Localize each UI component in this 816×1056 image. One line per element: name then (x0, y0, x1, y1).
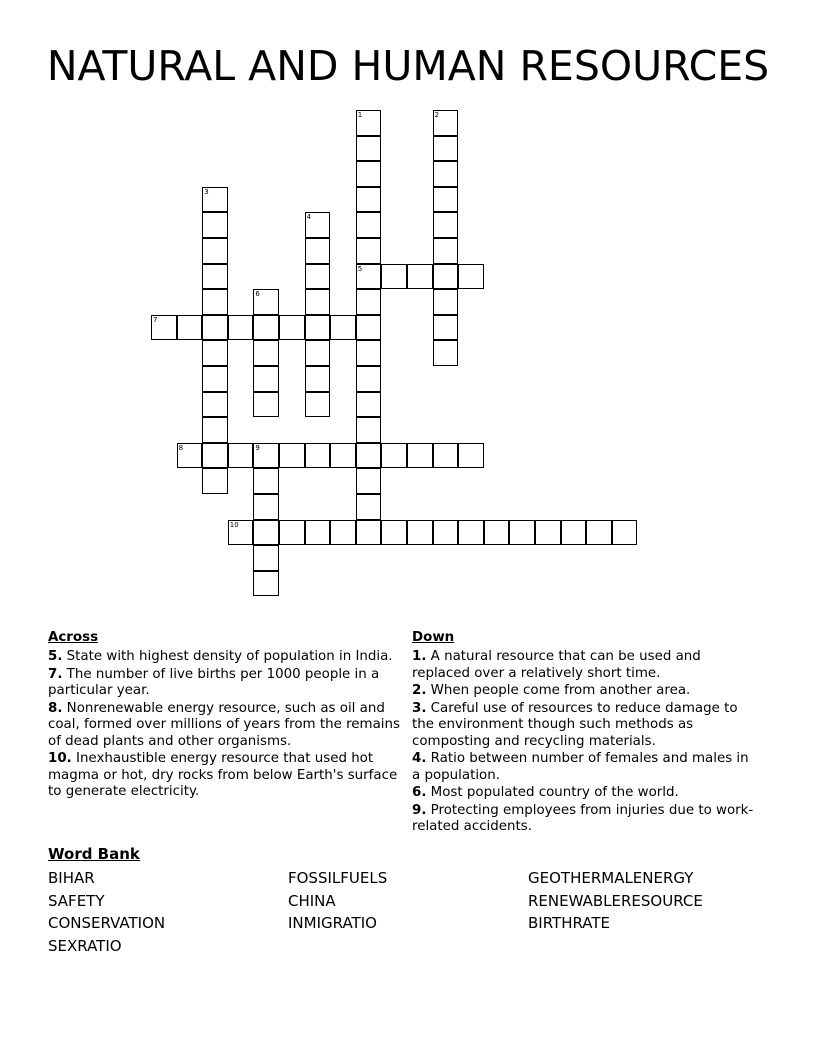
cell-number: 2 (434, 111, 440, 119)
crossword-cell[interactable] (202, 238, 228, 264)
crossword-cell[interactable] (202, 417, 228, 443)
crossword-cell[interactable] (381, 264, 407, 290)
clue-text: When people come from another area. (430, 683, 691, 698)
crossword-cell[interactable] (253, 468, 279, 494)
crossword-cell[interactable] (356, 264, 382, 290)
crossword-cell[interactable] (586, 520, 612, 546)
crossword-cell[interactable] (305, 443, 331, 469)
crossword-cell[interactable] (356, 161, 382, 187)
crossword-cell[interactable] (279, 443, 305, 469)
crossword-cell[interactable] (202, 212, 228, 238)
crossword-cell[interactable] (433, 315, 459, 341)
crossword-cell[interactable] (458, 443, 484, 469)
clue-number: 10. (48, 751, 72, 766)
crossword-cell[interactable] (202, 264, 228, 290)
crossword-cell[interactable] (381, 520, 407, 546)
crossword-cell[interactable] (407, 520, 433, 546)
word-bank-item: BIHAR (48, 869, 95, 887)
clue-text: Ratio between number of females and males in a population. (412, 751, 749, 783)
crossword-cell[interactable] (177, 315, 203, 341)
word-bank-item: RENEWABLERESOURCE (528, 892, 703, 910)
crossword-cell[interactable] (433, 238, 459, 264)
crossword-cell[interactable] (305, 264, 331, 290)
clue-text: Nonrenewable energy resource, such as oil and coal, formed over millions of years from the remains of dead plants and other organisms. (48, 700, 400, 749)
crossword-cell[interactable] (253, 443, 279, 469)
word-bank-item: INMIGRATIO (288, 914, 377, 932)
across-heading: Across (48, 630, 99, 645)
clue-text: The number of live births per 1000 people in a particular year. (48, 666, 380, 698)
clue-number: 1. (412, 649, 427, 664)
crossword-cell[interactable] (356, 468, 382, 494)
crossword-cell[interactable] (253, 571, 279, 597)
clue-text: Careful use of resources to reduce damage to the environment though such methods as composting and recycling materials. (412, 700, 738, 749)
crossword-cell[interactable] (253, 315, 279, 341)
crossword-cell[interactable] (433, 136, 459, 162)
crossword-cell[interactable] (305, 366, 331, 392)
crossword-cell[interactable] (433, 289, 459, 315)
crossword-cell[interactable] (202, 187, 228, 213)
word-bank-item: SAFETY (48, 892, 105, 910)
crossword-cell[interactable] (202, 289, 228, 315)
crossword-cell[interactable] (253, 494, 279, 520)
down-heading: Down (412, 630, 455, 645)
cell-number: 1 (357, 111, 363, 119)
word-bank-item: SEXRATIO (48, 937, 122, 955)
crossword-cell[interactable] (535, 520, 561, 546)
crossword-cell[interactable] (253, 520, 279, 546)
clue-number: 5. (48, 649, 63, 664)
crossword-cell[interactable] (356, 392, 382, 418)
crossword-cell[interactable] (484, 520, 510, 546)
crossword-cell[interactable] (177, 443, 203, 469)
crossword-cell[interactable] (305, 315, 331, 341)
word-bank-item: CONSERVATION (48, 914, 166, 932)
cell-number: 9 (255, 443, 260, 452)
cell-number: 8 (178, 443, 184, 452)
clue-number: 6. (412, 785, 427, 800)
crossword-cell[interactable] (356, 136, 382, 162)
crossword-cell[interactable] (356, 212, 382, 238)
crossword-cell[interactable] (561, 520, 587, 546)
crossword-cell[interactable] (202, 366, 228, 392)
crossword-cell[interactable] (253, 392, 279, 418)
crossword-cell[interactable] (356, 187, 382, 213)
across-clue-8 (48, 701, 406, 751)
crossword-cell[interactable] (279, 520, 305, 546)
clue-text: A natural resource that can be used and replaced over a relatively short time. (412, 649, 701, 681)
crossword-cell[interactable] (356, 494, 382, 520)
crossword-cell[interactable] (228, 520, 254, 546)
down-clue-9 (412, 803, 757, 836)
crossword-cell[interactable] (305, 392, 331, 418)
clue-number: 9. (412, 802, 427, 818)
crossword-cell[interactable] (381, 443, 407, 469)
crossword-cell[interactable] (279, 315, 305, 341)
crossword-cell[interactable] (330, 443, 356, 469)
crossword-cell[interactable] (356, 315, 382, 341)
crossword-cell[interactable] (433, 443, 459, 469)
clue-number: 3. (412, 700, 427, 716)
crossword-cell[interactable] (612, 520, 638, 546)
crossword-cell[interactable] (407, 443, 433, 469)
crossword-cell[interactable] (305, 289, 331, 315)
crossword-cell[interactable] (356, 443, 382, 469)
crossword-cell[interactable] (228, 443, 254, 469)
crossword-cell[interactable] (356, 110, 382, 136)
clue-text: Inexhaustible energy resource that used hot magma or hot, dry rocks from below Earth's surface to generate electricity. (48, 751, 398, 799)
crossword-cell[interactable] (305, 212, 331, 238)
crossword-cell[interactable] (356, 417, 382, 443)
cell-number: 5 (357, 264, 363, 273)
across-clue-10 (48, 751, 406, 801)
crossword-cell[interactable] (433, 520, 459, 546)
crossword-cell[interactable] (202, 468, 228, 494)
cell-number: 6 (255, 290, 260, 299)
cell-number: 4 (306, 213, 312, 222)
crossword-cell[interactable] (330, 520, 356, 546)
clue-text: Protecting employees from injuries due to work-related accidents. (412, 802, 754, 834)
crossword-cell[interactable] (433, 187, 459, 213)
crossword-cell[interactable] (356, 238, 382, 264)
crossword-cell[interactable] (253, 366, 279, 392)
cell-number: 7 (153, 315, 158, 324)
crossword-cell[interactable] (305, 520, 331, 546)
cell-number: 10 (229, 520, 239, 529)
down-clues (412, 629, 757, 837)
crossword-cell[interactable] (253, 340, 279, 366)
clue-text: State with highest density of population in India. (66, 649, 393, 664)
crossword-cell[interactable] (305, 238, 331, 264)
down-clue-4 (412, 751, 757, 784)
crossword-cell[interactable] (407, 264, 433, 290)
crossword-cell[interactable] (509, 520, 535, 546)
crossword-cell[interactable] (458, 264, 484, 290)
clue-text: Most populated country of the world. (430, 785, 679, 800)
crossword-cell[interactable] (356, 366, 382, 392)
clue-number: 7. (48, 666, 63, 682)
crossword-cell[interactable] (202, 340, 228, 366)
crossword-cell[interactable] (356, 289, 382, 315)
down-clue-3 (412, 701, 757, 751)
crossword-cell[interactable] (330, 315, 356, 341)
word-bank-item: FOSSILFUELS (288, 869, 388, 887)
across-clue-5 (48, 649, 406, 666)
crossword-cell[interactable] (253, 545, 279, 571)
clue-number: 2. (412, 683, 427, 698)
word-bank-item: CHINA (288, 892, 336, 910)
crossword-cell[interactable] (253, 289, 279, 315)
page-title: NATURAL AND HUMAN RESOURCES (46, 42, 770, 90)
down-clue-6 (412, 785, 757, 802)
crossword-cell[interactable] (433, 161, 459, 187)
word-bank-heading: Word Bank (48, 845, 140, 863)
crossword-cell[interactable] (228, 315, 254, 341)
across-clues (48, 629, 406, 802)
crossword-cell[interactable] (458, 520, 484, 546)
across-clue-7 (48, 667, 406, 700)
crossword-cell[interactable] (433, 264, 459, 290)
crossword-cell[interactable] (202, 392, 228, 418)
crossword-cell[interactable] (433, 340, 459, 366)
crossword-cell[interactable] (305, 340, 331, 366)
clue-number: 8. (48, 700, 63, 716)
crossword-cell[interactable] (202, 443, 228, 469)
word-bank-item: GEOTHERMALENERGY (528, 869, 694, 887)
crossword-cell[interactable] (433, 212, 459, 238)
cell-number: 3 (204, 187, 209, 196)
down-clue-1 (412, 649, 757, 682)
crossword-cell[interactable] (433, 110, 459, 136)
down-clue-2 (412, 683, 757, 700)
crossword-cell[interactable] (151, 315, 177, 341)
crossword-cell[interactable] (356, 520, 382, 546)
crossword-cell[interactable] (202, 315, 228, 341)
word-bank-item: BIRTHRATE (528, 914, 611, 932)
clue-number: 4. (412, 751, 427, 766)
crossword-cell[interactable] (356, 340, 382, 366)
